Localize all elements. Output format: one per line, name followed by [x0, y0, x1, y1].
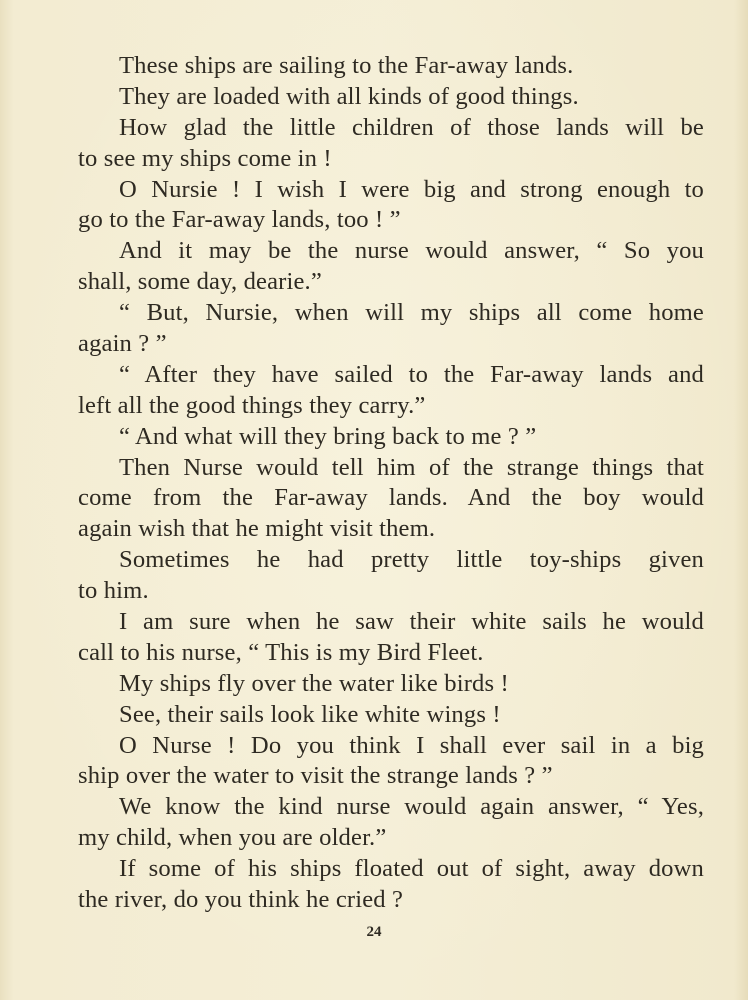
- text-line: to see my ships come in !: [78, 144, 332, 172]
- text-line: the river, do you think he cried ?: [78, 886, 404, 914]
- text-line: O Nursie ! I wish I were big and strong enough to: [119, 175, 704, 203]
- text-line: come from the Far-away lands. And the boy would: [78, 484, 704, 512]
- text-line: left all the good things they carry.”: [78, 391, 426, 419]
- text-line: They are loaded with all kinds of good things.: [119, 82, 579, 110]
- text-line: go to the Far-away lands, too ! ”: [78, 206, 401, 234]
- text-line: “ After they have sailed to the Far-away lands and: [119, 360, 704, 388]
- text-line: my child, when you are older.”: [78, 824, 387, 852]
- text-line: Sometimes he had pretty little toy-ships given: [119, 546, 704, 574]
- text-line: ship over the water to visit the strange lands ? ”: [78, 762, 553, 790]
- text-line: These ships are sailing to the Far-away lands.: [119, 52, 574, 79]
- body-text: [78, 51, 704, 916]
- text-line: How glad the little children of those lands will be: [119, 113, 704, 141]
- text-line: My ships fly over the water like birds !: [119, 669, 509, 697]
- text-line: See, their sails look like white wings !: [119, 700, 501, 728]
- text-line: Then Nurse would tell him of the strange things that: [119, 453, 704, 481]
- text-line: again wish that he might visit them.: [78, 515, 436, 543]
- text-line: call to his nurse, “ This is my Bird Fleet.: [78, 638, 484, 666]
- text-line: If some of his ships floated out of sight, away down: [119, 855, 704, 883]
- text-line: “ But, Nursie, when will my ships all come home: [119, 299, 704, 327]
- page-number: 24: [366, 924, 382, 940]
- text-line: We know the kind nurse would again answer, “ Yes,: [119, 793, 704, 821]
- text-line: again ? ”: [78, 330, 167, 358]
- text-line: “ And what will they bring back to me ? ”: [119, 422, 537, 450]
- text-line: I am sure when he saw their white sails he would: [119, 608, 704, 636]
- text-line: shall, some day, dearie.”: [78, 268, 322, 296]
- text-line: to him.: [78, 577, 149, 605]
- text-line: O Nurse ! Do you think I shall ever sail in a big: [119, 731, 704, 759]
- text-line: And it may be the nurse would answer, “ So you: [119, 237, 704, 265]
